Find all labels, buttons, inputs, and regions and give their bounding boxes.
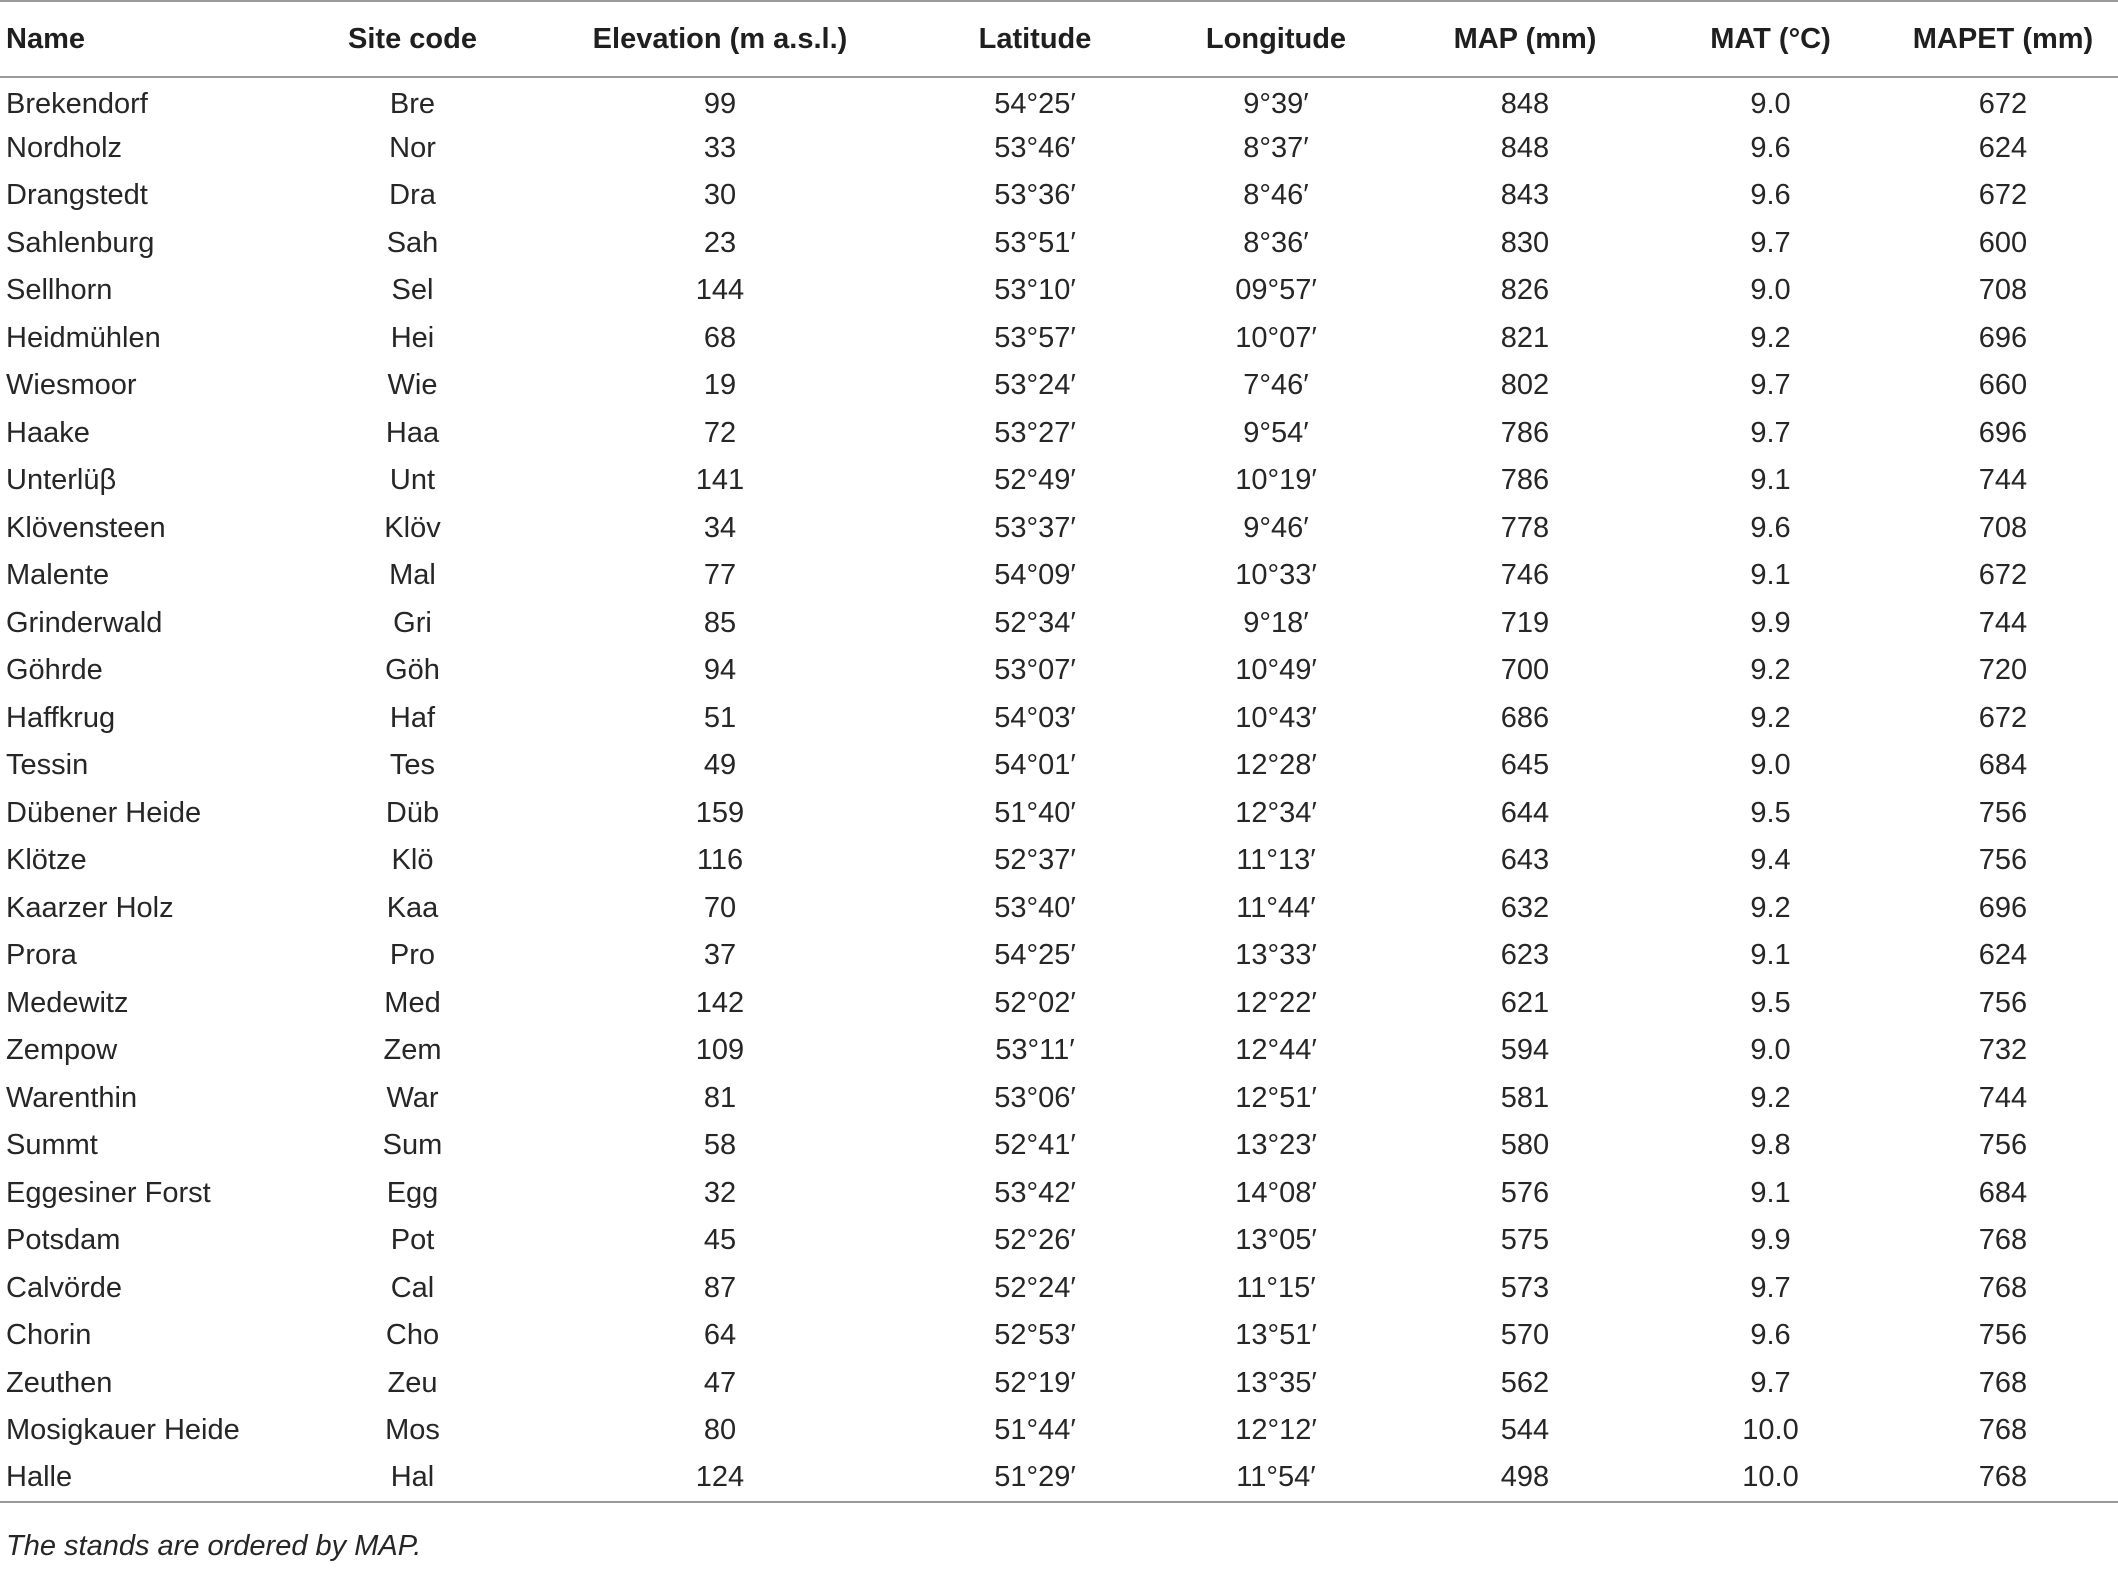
table-row [0,1027,2118,1075]
cell-mapet: 696 [1978,416,2028,449]
cell-mapet: 732 [1978,1034,2028,1067]
cell-name: Brekendorf [6,87,148,120]
table-row [0,885,2118,933]
cell-mapet: 756 [1978,1129,2028,1162]
cell-map: 746 [1500,559,1550,592]
cell-mapet: 744 [1978,1081,2028,1114]
cell-latitude: 54°03′ [994,701,1076,734]
cell-mat: 9.0 [1750,87,1791,120]
table-row [0,932,2118,980]
cell-site-code: Pot [390,1224,435,1257]
table-row [0,1312,2118,1360]
cell-mapet: 768 [1978,1414,2028,1447]
cell-longitude: 11°13′ [1236,844,1316,877]
cell-longitude: 12°12′ [1235,1414,1317,1447]
header-site-code: Site code [300,1,525,77]
table-row [0,1217,2118,1265]
cell-site-code: War [386,1081,439,1114]
cell-map: 570 [1500,1319,1550,1352]
table-row [0,1265,2118,1313]
cell-mapet: 672 [1978,87,2028,120]
cell-map: 576 [1500,1176,1550,1209]
cell-map: 643 [1500,844,1550,877]
cell-latitude: 53°36′ [994,179,1076,212]
cell-map: 594 [1500,1034,1550,1067]
cell-name: Zeuthen [6,1366,113,1399]
cell-elevation: 124 [525,1455,915,1503]
table-body [0,77,2118,1502]
cell-longitude: 10°07′ [1235,321,1317,354]
cell-elevation: 45 [703,1224,737,1257]
cell-latitude: 52°24′ [994,1271,1076,1304]
cell-longitude: 9°18′ [1243,606,1309,639]
cell-mapet: 756 [1978,796,2028,829]
cell-mapet: 696 [1978,321,2028,354]
cell-longitude: 7°46′ [1243,369,1309,402]
cell-map: 830 [1500,226,1550,259]
cell-latitude: 53°11′ [995,1034,1075,1067]
cell-elevation: 23 [703,226,737,259]
cell-latitude: 52°02′ [994,986,1076,1019]
cell-site-code: Kaa [386,891,439,924]
cell-mat: 9.8 [1750,1129,1791,1162]
cell-name: Klötze [6,844,87,877]
cell-mat: 10.0 [1653,1455,1888,1503]
table-row [0,315,2118,363]
cell-mapet: 744 [1978,464,2028,497]
cell-map: 786 [1500,416,1550,449]
cell-mapet: 624 [1978,131,2028,164]
cell-elevation: 109 [695,1034,745,1067]
cell-site-code: Cho [385,1319,440,1352]
cell-mat: 9.0 [1750,749,1791,782]
cell-elevation: 32 [703,1176,737,1209]
cell-name: Drangstedt [6,179,148,212]
cell-map: 581 [1500,1081,1550,1114]
table-row [0,1360,2118,1408]
cell-longitude: 13°33′ [1235,939,1317,972]
cell-latitude: 52°53′ [994,1319,1076,1352]
table-row [0,1455,2118,1503]
cell-longitude: 13°23′ [1235,1129,1317,1162]
cell-elevation: 68 [703,321,737,354]
table-row [0,77,2118,125]
table-row [0,1407,2118,1455]
cell-elevation: 49 [703,749,737,782]
table-row [0,362,2118,410]
cell-mapet: 744 [1978,606,2028,639]
cell-mat: 9.5 [1750,986,1791,1019]
table-row [0,647,2118,695]
cell-name: Medewitz [6,986,129,1019]
cell-mapet: 672 [1978,179,2028,212]
cell-latitude: 54°01′ [994,749,1076,782]
cell-site-code: Pro [389,939,436,972]
cell-mat: 9.0 [1750,1034,1791,1067]
cell-site-code: Unt [389,464,436,497]
cell-mat: 9.7 [1750,369,1791,402]
table-row [0,837,2118,885]
cell-latitude: 53°27′ [994,416,1076,449]
cell-mat: 9.2 [1750,891,1791,924]
table-row [0,457,2118,505]
cell-map: 580 [1500,1129,1550,1162]
cell-name: Nordholz [6,131,123,164]
cell-mat: 9.1 [1750,559,1791,592]
cell-latitude: 51°40′ [994,796,1076,829]
cell-longitude: 11°44′ [1236,891,1316,924]
cell-elevation: 81 [703,1081,737,1114]
cell-site-code: Dra [389,179,436,212]
cell-map: 644 [1500,796,1550,829]
cell-map: 719 [1500,606,1550,639]
cell-longitude: 11°54′ [1155,1455,1397,1503]
table-row [0,742,2118,790]
cell-mapet: 672 [1978,559,2028,592]
cell-mat: 9.1 [1750,939,1791,972]
cell-map: 843 [1500,179,1550,212]
cell-latitude: 51°29′ [915,1455,1155,1503]
cell-site-code: Egg [386,1176,439,1209]
cell-elevation: 58 [703,1129,737,1162]
cell-elevation: 87 [703,1271,737,1304]
table-row [0,600,2118,648]
cell-latitude: 52°37′ [994,844,1076,877]
cell-latitude: 53°40′ [994,891,1076,924]
cell-elevation: 142 [695,986,745,1019]
cell-name: Kaarzer Holz [6,891,174,924]
cell-map: 686 [1500,701,1550,734]
cell-site-code: Klöv [384,511,441,544]
cell-elevation: 70 [703,891,737,924]
cell-latitude: 53°24′ [994,369,1076,402]
cell-mapet: 720 [1978,654,2028,687]
cell-name: Zempow [6,1034,118,1067]
cell-mapet: 624 [1978,939,2028,972]
cell-longitude: 9°46′ [1243,511,1309,544]
header-elevation: Elevation (m a.s.l.) [525,1,915,77]
cell-name: Unterlüβ [6,464,117,497]
cell-longitude: 13°35′ [1235,1366,1317,1399]
cell-mapet: 756 [1978,1319,2028,1352]
cell-name: Göhrde [6,654,103,687]
cell-site-code: Zeu [387,1366,438,1399]
cell-mat: 10.0 [1742,1414,1799,1447]
cell-name: Eggesiner Forst [6,1176,211,1209]
cell-name: Sahlenburg [6,226,155,259]
cell-map: 821 [1500,321,1550,354]
cell-site-code: Bre [389,87,436,120]
cell-mat: 9.7 [1750,416,1791,449]
cell-longitude: 8°46′ [1243,179,1309,212]
cell-site-code: Cal [390,1271,435,1304]
cell-mapet: 672 [1978,701,2028,734]
cell-latitude: 51°44′ [994,1414,1076,1447]
cell-site-code: Klö [391,844,434,877]
cell-latitude: 53°37′ [994,511,1076,544]
cell-map: 826 [1500,274,1550,307]
cell-map: 700 [1500,654,1550,687]
cell-longitude: 10°33′ [1235,559,1317,592]
cell-name: Summt [6,1129,98,1162]
cell-longitude: 12°51′ [1235,1081,1317,1114]
cell-mat: 9.5 [1750,796,1791,829]
table-row [0,790,2118,838]
cell-site-code: Mos [385,1414,440,1447]
header-row [0,1,2118,77]
cell-mat: 9.1 [1750,464,1791,497]
cell-latitude: 53°51′ [994,226,1076,259]
cell-latitude: 53°10′ [994,274,1076,307]
cell-map: 778 [1500,511,1550,544]
header-map: MAP (mm) [1397,1,1653,77]
table-row [0,410,2118,458]
cell-mapet: 684 [1978,749,2028,782]
cell-elevation: 144 [695,274,745,307]
cell-mapet: 600 [1978,226,2028,259]
cell-longitude: 12°44′ [1235,1034,1317,1067]
cell-mapet: 756 [1978,844,2028,877]
table-row [0,980,2118,1028]
cell-mat: 9.2 [1750,654,1791,687]
cell-site-code: Tes [389,749,436,782]
cell-mat: 9.9 [1750,1224,1791,1257]
cell-latitude: 53°46′ [994,131,1076,164]
cell-site-code: Nor [389,131,436,164]
header-name: Name [0,1,300,77]
cell-name: Sellhorn [6,274,113,307]
table-row [0,1170,2118,1218]
cell-elevation: 159 [695,796,745,829]
header-latitude: Latitude [915,1,1155,77]
cell-latitude: 52°26′ [994,1224,1076,1257]
table-row [0,220,2118,268]
cell-site-code: Wie [387,369,438,402]
cell-site-code: Gri [393,606,432,639]
cell-longitude: 12°28′ [1235,749,1317,782]
cell-name: Calvörde [6,1271,123,1304]
cell-latitude: 54°25′ [994,87,1076,120]
table-row [0,505,2118,553]
cell-map: 621 [1500,986,1550,1019]
cell-latitude: 52°34′ [994,606,1076,639]
cell-elevation: 94 [703,654,737,687]
cell-name: Malente [6,559,110,592]
cell-site-code: Düb [385,796,440,829]
cell-latitude: 53°57′ [994,321,1076,354]
cell-mat: 9.2 [1750,701,1791,734]
cell-mapet: 768 [1978,1224,2028,1257]
table-row [0,125,2118,173]
cell-site-code: Göh [385,654,440,687]
cell-name: Halle [0,1455,300,1503]
cell-elevation: 33 [703,131,737,164]
cell-latitude: 53°06′ [994,1081,1076,1114]
cell-latitude: 54°09′ [994,559,1076,592]
cell-longitude: 11°15′ [1236,1271,1316,1304]
cell-elevation: 64 [703,1319,737,1352]
cell-elevation: 80 [703,1414,737,1447]
header-mapet: MAPET (mm) [1888,1,2118,77]
cell-latitude: 52°41′ [994,1129,1076,1162]
cell-longitude: 13°51′ [1235,1319,1317,1352]
cell-map: 848 [1500,87,1550,120]
cell-map: 544 [1500,1414,1550,1447]
cell-latitude: 54°25′ [994,939,1076,972]
header-longitude: Longitude [1155,1,1397,77]
cell-elevation: 99 [703,87,737,120]
cell-mapet: 756 [1978,986,2028,1019]
cell-mat: 9.2 [1750,321,1791,354]
cell-elevation: 47 [703,1366,737,1399]
cell-map: 575 [1500,1224,1550,1257]
cell-map: 786 [1500,464,1550,497]
cell-mat: 9.0 [1750,274,1791,307]
cell-name: Mosigkauer Heide [6,1414,240,1447]
cell-longitude: 8°37′ [1243,131,1309,164]
cell-mat: 9.6 [1750,511,1791,544]
cell-site-code: Med [384,986,441,1019]
cell-longitude: 8°36′ [1243,226,1309,259]
cell-latitude: 53°42′ [994,1176,1076,1209]
cell-latitude: 52°19′ [994,1366,1076,1399]
table-row [0,1075,2118,1123]
cell-name: Chorin [6,1319,92,1352]
cell-elevation: 34 [703,511,737,544]
cell-name: Dübener Heide [6,796,202,829]
cell-name: Tessin [6,749,89,782]
cell-mat: 9.6 [1750,179,1791,212]
cell-mat: 9.9 [1750,606,1791,639]
cell-name: Haake [6,416,90,449]
table-header [0,1,2118,77]
table-row [0,695,2118,743]
cell-longitude: 12°22′ [1235,986,1317,1019]
cell-site-code: Haa [385,416,440,449]
cell-mat: 9.2 [1750,1081,1791,1114]
cell-mat: 9.7 [1750,1271,1791,1304]
cell-map: 802 [1500,369,1550,402]
cell-name: Potsdam [6,1224,121,1257]
cell-mat: 9.1 [1750,1176,1791,1209]
cell-mat: 9.7 [1750,1366,1791,1399]
cell-site-code: Hei [390,321,435,354]
cell-site-code: Mal [389,559,436,592]
cell-mapet: 660 [1978,369,2028,402]
cell-mat: 9.6 [1750,1319,1791,1352]
cell-name: Warenthin [6,1081,138,1114]
cell-elevation: 37 [703,939,737,972]
table-row [0,267,2118,315]
cell-elevation: 19 [703,369,737,402]
cell-mat: 9.7 [1750,226,1791,259]
cell-site-code: Haf [389,701,436,734]
cell-latitude: 52°49′ [994,464,1076,497]
table-footnote: The stands are ordered by MAP. [6,1530,422,1562]
cell-longitude: 10°49′ [1235,654,1317,687]
cell-longitude: 9°54′ [1243,416,1309,449]
cell-mapet: 696 [1978,891,2028,924]
cell-map: 632 [1500,891,1550,924]
cell-site-code: Hal [300,1455,525,1503]
cell-mapet: 768 [1978,1271,2028,1304]
cell-site-code: Sel [391,274,434,307]
table-row [0,1122,2118,1170]
cell-longitude: 12°34′ [1235,796,1317,829]
cell-mapet: 768 [1888,1455,2118,1503]
cell-longitude: 9°39′ [1243,87,1309,120]
cell-map: 623 [1500,939,1550,972]
cell-elevation: 51 [703,701,737,734]
cell-name: Haffkrug [6,701,116,734]
cell-mapet: 684 [1978,1176,2028,1209]
cell-elevation: 30 [703,179,737,212]
cell-mapet: 708 [1978,511,2028,544]
header-mat: MAT (°C) [1653,1,1888,77]
cell-site-code: Sum [382,1129,443,1162]
cell-elevation: 72 [703,416,737,449]
cell-elevation: 141 [695,464,745,497]
cell-elevation: 77 [703,559,737,592]
cell-map: 848 [1500,131,1550,164]
cell-name: Grinderwald [6,606,163,639]
cell-map: 562 [1500,1366,1550,1399]
cell-map: 645 [1500,749,1550,782]
cell-elevation: 85 [703,606,737,639]
cell-site-code: Sah [386,226,439,259]
cell-name: Heidmühlen [6,321,161,354]
table-row [0,552,2118,600]
cell-map: 498 [1397,1455,1653,1503]
cell-site-code: Zem [383,1034,442,1067]
cell-name: Wiesmoor [6,369,137,402]
cell-mat: 9.4 [1750,844,1791,877]
cell-mapet: 768 [1978,1366,2028,1399]
cell-mat: 9.6 [1750,131,1791,164]
cell-longitude: 10°19′ [1235,464,1317,497]
cell-name: Klövensteen [6,511,166,544]
cell-longitude: 13°05′ [1235,1224,1317,1257]
cell-map: 573 [1500,1271,1550,1304]
cell-longitude: 10°43′ [1235,701,1317,734]
cell-elevation: 116 [696,844,744,877]
table-row [0,172,2118,220]
cell-latitude: 53°07′ [994,654,1076,687]
cell-mapet: 708 [1978,274,2028,307]
cell-longitude: 09°57′ [1235,274,1317,307]
cell-longitude: 14°08′ [1235,1176,1317,1209]
cell-name: Prora [6,939,77,972]
